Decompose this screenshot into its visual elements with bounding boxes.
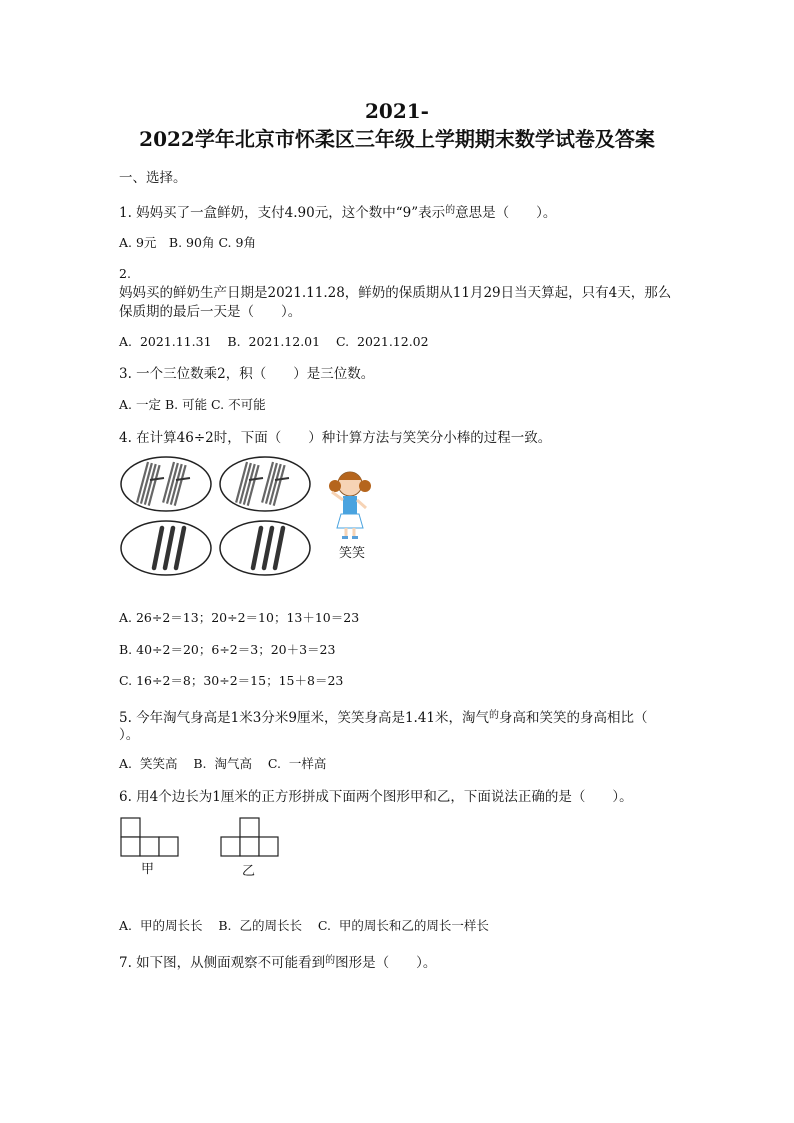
page-title-line1: 2021- (365, 99, 429, 123)
question-5-stem-part-a: 5. 今年淘气身高是1米3分米9厘米，笑笑身高是1.41米，淘气 (119, 710, 489, 726)
question-1-stem (119, 201, 556, 221)
section-heading: 一、选择。 (119, 170, 187, 186)
question-4-stem: 4. 在计算46÷2时，下面（ ）种计算方法与笑笑分小棒的过程一致。 (119, 430, 552, 446)
question-1-options: A. 9元 B. 90角 C. 9角 (119, 235, 256, 250)
stick-division-figure (112, 452, 392, 582)
question-5-stem-small: 的 (489, 710, 499, 721)
question-7-stem-part-a: 7. 如下图，从侧面观察不可能看到 (119, 955, 326, 971)
page-title-line2: 2022学年北京市怀柔区三年级上学期期末数学试卷及答案 (139, 127, 655, 151)
question-3-stem: 3. 一个三位数乘2，积（ ）是三位数。 (119, 366, 375, 382)
question-1-stem-small: 的 (445, 205, 456, 216)
question-7-stem-small: 的 (325, 955, 336, 966)
question-2-number: 2. (119, 266, 131, 281)
question-1-stem-part-a: 1. 妈妈买了一盒鲜奶，支付4.90元，这个数中“9”表示 (119, 205, 446, 221)
question-2-stem-line1: 妈妈买的鲜奶生产日期是2021.11.28，鲜奶的保质期从11月29日当天算起，只有4天，那么 (119, 285, 672, 301)
square-shapes-figure (119, 816, 284, 858)
question-4-option-b: B. 40÷2＝20；6÷2＝3；20＋3＝23 (119, 642, 336, 657)
question-6-options: A. 甲的周长长 B. 乙的周长长 C. 甲的周长和乙的周长一样长 (119, 918, 489, 933)
shape-label-yi: 乙 (242, 864, 256, 879)
question-4-option-c: C. 16÷2＝8；30÷2＝15；15＋8＝23 (119, 673, 344, 688)
girl-figure-icon (329, 472, 371, 539)
question-2-options: A. 2021.11.31 B. 2021.12.01 C. 2021.12.02 (119, 334, 429, 349)
question-3-options: A. 一定 B. 可能 C. 不可能 (119, 397, 266, 412)
shape-label-jia: 甲 (141, 862, 155, 877)
question-2-stem-line2: 保质期的最后一天是（ ）。 (119, 304, 302, 320)
question-5-options: A. 笑笑高 B. 淘气高 C. 一样高 (119, 756, 327, 771)
question-7-stem-part-b: 图形是（ ）。 (335, 955, 437, 971)
question-5-stem (119, 706, 648, 726)
question-6-stem: 6. 用4个边长为1厘米的正方形拼成下面两个图形甲和乙，下面说法正确的是（ ）。 (119, 789, 633, 805)
question-1-stem-part-b: 意思是（ ）。 (455, 205, 557, 221)
question-4-option-a: A. 26÷2＝13；20÷2＝10；13＋10＝23 (119, 610, 360, 625)
question-7-stem (119, 951, 436, 971)
question-5-stem-line2: ）。 (119, 727, 140, 743)
figure-caption: 笑笑 (339, 546, 366, 561)
question-5-stem-part-b: 身高和笑笑的身高相比（ (499, 710, 648, 726)
